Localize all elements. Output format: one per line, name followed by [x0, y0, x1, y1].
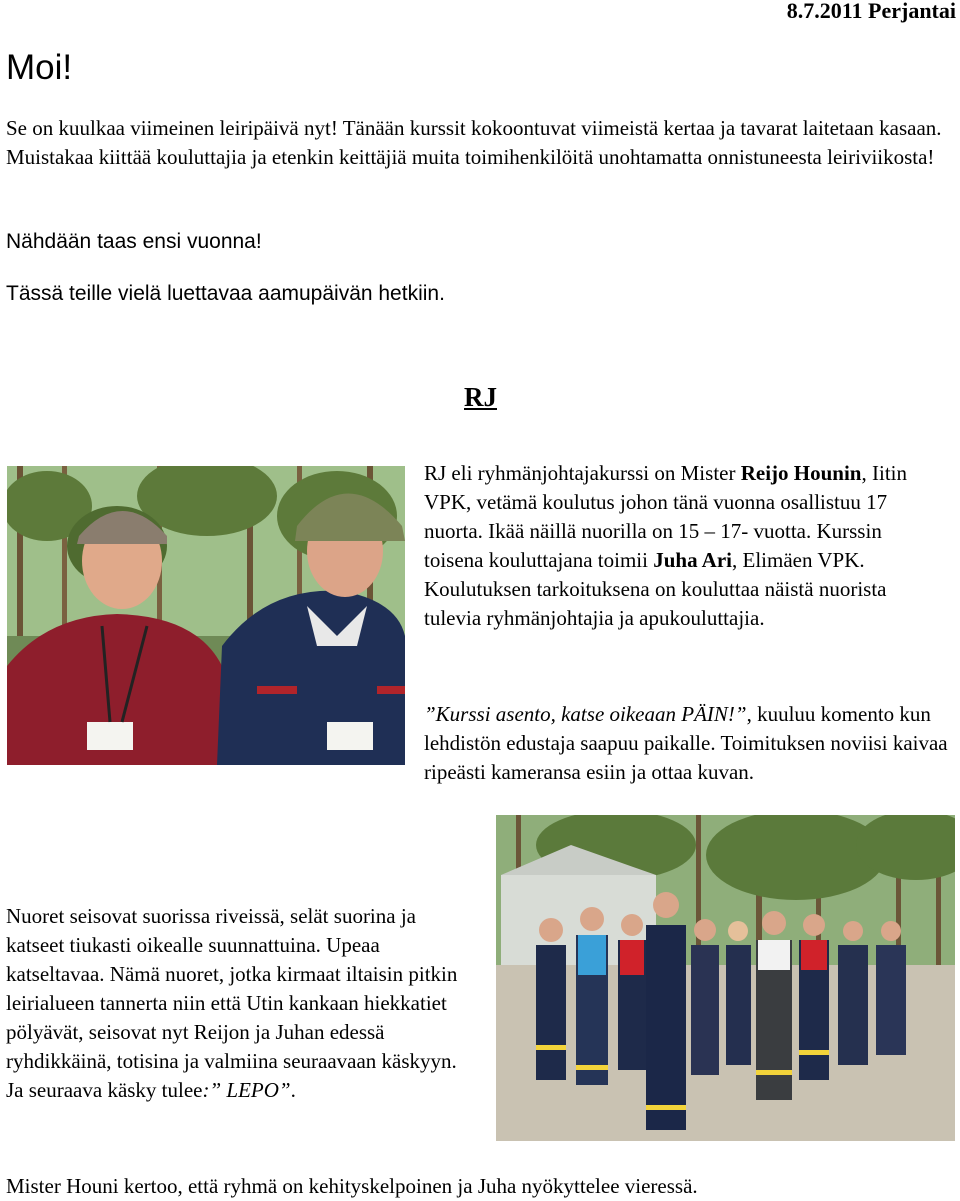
command-paragraph: [424, 700, 954, 787]
rj-text-part: RJ eli ryhmänjohtajakurssi on Mister: [424, 461, 741, 485]
command-text: , kuuluu komento kun lehdistön edustaja saapuu paikalle. Toimituksen noviisi kaivaa ripeästi kameransa esiin ja ottaa kuvan.: [424, 702, 948, 784]
date-heading: 8.7.2011 Perjantai: [786, 0, 956, 23]
lepo-command: :” LEPO”: [202, 1078, 291, 1102]
rj-text-part: , Iitin VPK, vetämä koulutus johon tänä vuonna osallistuu 17 nuorta. Ikää näillä nuorilla on 15 – 17- vuotta. Kurssin toisena kouluttajana toimii: [424, 461, 907, 572]
instructors-photo: [7, 466, 405, 765]
section-heading: RJ: [464, 382, 497, 412]
instructor-name-reijo: Reijo Hounin: [740, 461, 862, 485]
lineup-text-end: .: [290, 1078, 296, 1102]
greeting: Moi!: [6, 48, 73, 87]
see-you-line: Nähdään taas ensi vuonna!: [6, 230, 262, 253]
reading-line: Tässä teille vielä luettavaa aamupäivän hetkiin.: [6, 282, 445, 305]
youth-lineup-photo: [496, 815, 955, 1141]
lineup-paragraph: [6, 902, 476, 1105]
rj-description-paragraph: [424, 459, 944, 633]
intro-paragraph: Se on kuulkaa viimeinen leiripäivä nyt! Tänään kurssit kokoontuvat viimeistä kertaa ja tavarat laitetaan kasaan. Muistakaa kiittää kouluttajia ja etenkin keittäjiä muita toimihenkilöitä unohtamatta onnistuneesta leiriviikosta!: [6, 116, 942, 169]
instructor-name-juha: Juha Ari: [653, 548, 732, 572]
rj-text-part: , Elimäen VPK. Koulutuksen tarkoituksena on kouluttaa näistä nuorista tulevia ryhmänjohtajia ja apukouluttajia.: [424, 548, 887, 630]
lineup-text: Nuoret seisovat suorissa riveissä, selät suorina ja katseet tiukasti oikealle suunnattuina. Upeaa katseltavaa. Nämä nuoret, jotka kirmaat iltaisin pitkin leirialueen tannerta niin että Utin kankaan hiekkatiet pölyävät, seisovat nyt Reijon ja Juhan edessä ryhdikkäinä, totisina ja valmiina seuraavaan käskyyn. Ja seuraava käsky tulee: [6, 904, 458, 1102]
closing-paragraph: Mister Houni kertoo, että ryhmä on kehityskelpoinen ja Juha nyökyttelee vieressä.: [6, 1174, 698, 1198]
command-quote: ”Kurssi asento, katse oikeaan PÄIN!”: [424, 702, 747, 726]
